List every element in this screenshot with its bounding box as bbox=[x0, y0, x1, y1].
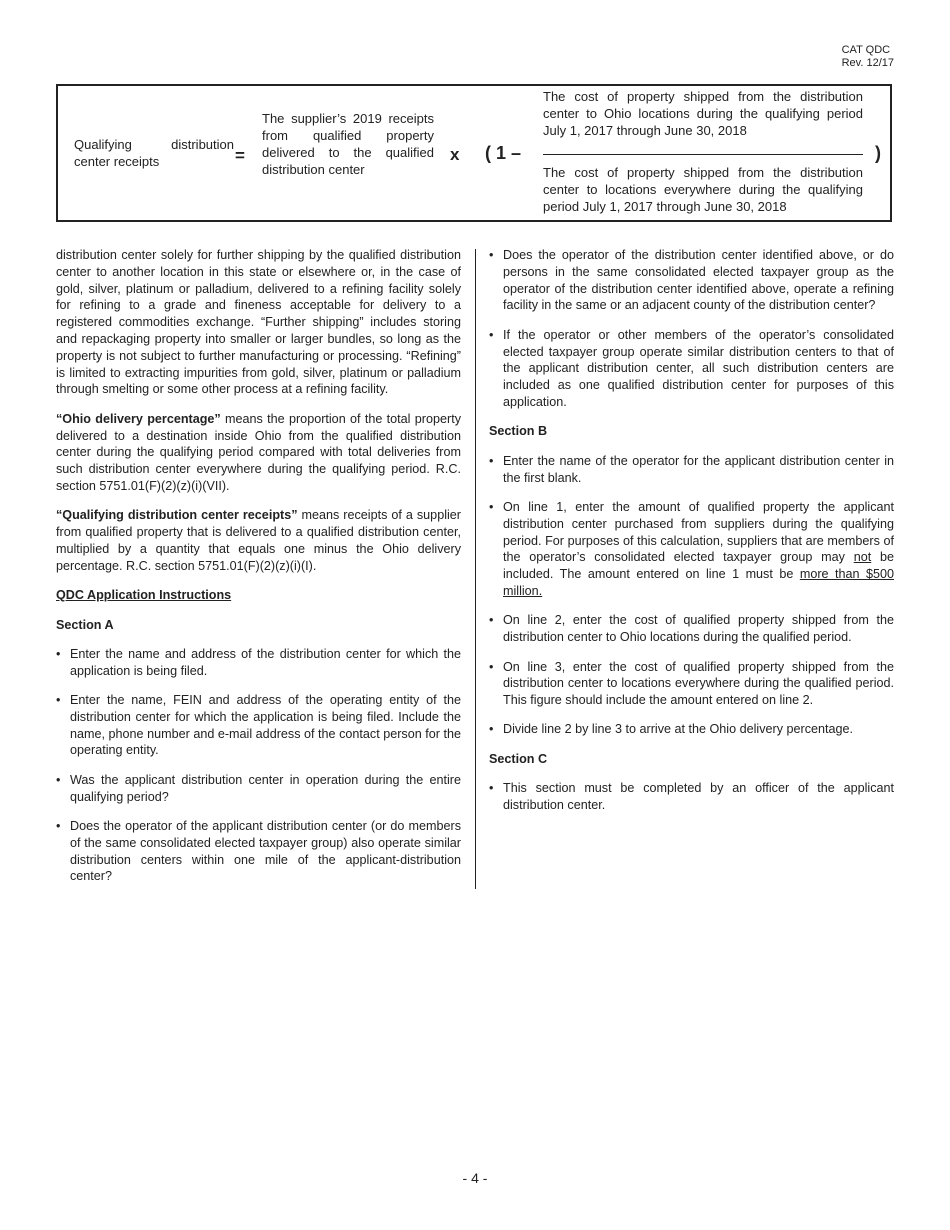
section-a-list bbox=[56, 646, 461, 885]
formula-equals-sign: = bbox=[235, 146, 245, 165]
section-c-list bbox=[489, 780, 894, 814]
form-revision: Rev. 12/17 bbox=[841, 57, 894, 69]
intro-paragraph: distribution center solely for further shipping by the qualified distribution center to another location in this state or elsewhere or, in the case of gold, silver, platinum or palladium, delivered to a refining facility solely for refining to a grade and fineness acceptable for delivery to a registered commodities exchange. “Further shipping” includes storing and repackaging property into smaller or larger bundles, so long as the property is not subject to further manufacturing or processing. “Refining” is limited to extracting impurities from gold, silver, platinum or palladium through smelting or some other process at a refining facility. bbox=[56, 248, 461, 397]
list-item: • This section must be completed by an officer of the applicant distribution center. bbox=[489, 780, 894, 814]
list-item: • Enter the name of the operator for the applicant distribution center in the first blank. bbox=[489, 453, 894, 487]
section-b-list bbox=[489, 453, 894, 739]
section-b-heading: Section B bbox=[489, 424, 548, 439]
list-item: • Does the operator of the applicant distribution center (or do members of the same consolidated elected taxpayer group) also operate similar distribution centers within one mile of the applicant-distribution center? bbox=[56, 818, 461, 885]
definition-term: “Ohio delivery percentage” bbox=[56, 411, 221, 426]
column-divider bbox=[475, 249, 476, 889]
section-c-heading: Section C bbox=[489, 751, 548, 766]
list-item: • On line 3, enter the cost of qualified property shipped from the distribution center to locations everywhere during the qualified period. This figure should include the amount entered on line 2. bbox=[489, 659, 894, 709]
instructions-heading: QDC Application Instructions bbox=[56, 588, 232, 603]
page-number: - 4 - bbox=[462, 1170, 488, 1186]
list-item: • Enter the name, FEIN and address of the operating entity of the distribution center for which the application is being filed. Include the name, phone number and e-mail address of the contact person for the operating entity. bbox=[56, 692, 461, 759]
formula-multiply-sign: x bbox=[450, 145, 460, 164]
definition-ohio-delivery-percentage bbox=[56, 411, 461, 495]
emphasis-not: not bbox=[853, 550, 872, 565]
formula-fraction-line bbox=[543, 154, 863, 155]
formula-box bbox=[56, 84, 892, 222]
formula-numerator: The cost of property shipped from the distribution center to Ohio locations during the qualifying period July 1, 2017 through June 30, 2018 bbox=[543, 89, 863, 138]
section-a-heading: Section A bbox=[56, 617, 114, 632]
formula-left-term: Qualifying distribution center receipts bbox=[74, 137, 234, 169]
definition-term: “Qualifying distribution center receipts” bbox=[56, 508, 298, 523]
list-item: • On line 2, enter the cost of qualified property shipped from the distribution center to Ohio locations during the qualified period. bbox=[489, 612, 894, 646]
left-column bbox=[56, 247, 461, 898]
list-item: • If the operator or other members of the operator’s consolidated elected taxpayer group operate similar distribution centers to that of the applicant distribution center, all such distribution centers are included as one qualified distribution center for purposes of this application. bbox=[489, 327, 894, 411]
emphasis-threshold: more than $500 million. bbox=[503, 567, 895, 598]
definition-qdc-receipts bbox=[56, 507, 461, 574]
formula-middle-term: The supplier’s 2019 receipts from qualified property delivered to the qualified distribution center bbox=[262, 111, 434, 177]
list-item-text: be included. The amount entered on line 1 must be bbox=[503, 550, 895, 582]
list-item: • Divide line 2 by line 3 to arrive at the Ohio delivery percentage. bbox=[489, 721, 894, 738]
formula-close-paren: ) bbox=[875, 143, 881, 163]
formula-denominator: The cost of property shipped from the distribution center to locations everywhere during the qualifying period July 1, 2017 through June 30, 2018 bbox=[543, 165, 863, 214]
form-identifier bbox=[842, 44, 894, 70]
definition-text: means the proportion of the total property delivered to a destination inside Ohio from the qualified distribution center during the qualifying period compared with total deliveries from such distribution center everywhere during the qualifying period. R.C. section 5751.01(F)(2)(z)(i)(VII). bbox=[56, 411, 461, 493]
definition-text: means receipts of a supplier from qualified property that is delivered to a qualified distribution center, multiplied by a quantity that equals one minus the Ohio delivery percentage. R.C. section 5751.01(F)(2)(z)(i)(I). bbox=[56, 508, 461, 573]
list-item: • Was the applicant distribution center in operation during the entire qualifying period? bbox=[56, 772, 461, 806]
list-item: • Enter the name and address of the distribution center for which the application is being filed. bbox=[56, 646, 461, 680]
form-code: CAT QDC bbox=[841, 44, 891, 56]
list-item-text: On line 1, enter the amount of qualified property the applicant distribution center purchased from suppliers during the qualifying period. For purposes of this calculation, suppliers that are members of the operator’s consolidated elected taxpayer group may bbox=[503, 499, 894, 565]
list-item bbox=[489, 499, 894, 600]
list-item: • Does the operator of the distribution center identified above, or do persons in the same consolidated elected taxpayer group as the operator of the distribution center identified above, operate a refining facility in the same or an adjacent county of the distribution center? bbox=[489, 247, 894, 314]
formula-open-paren: ( 1 – bbox=[485, 143, 522, 163]
section-a-list-continued bbox=[489, 247, 894, 411]
right-column bbox=[489, 247, 894, 826]
